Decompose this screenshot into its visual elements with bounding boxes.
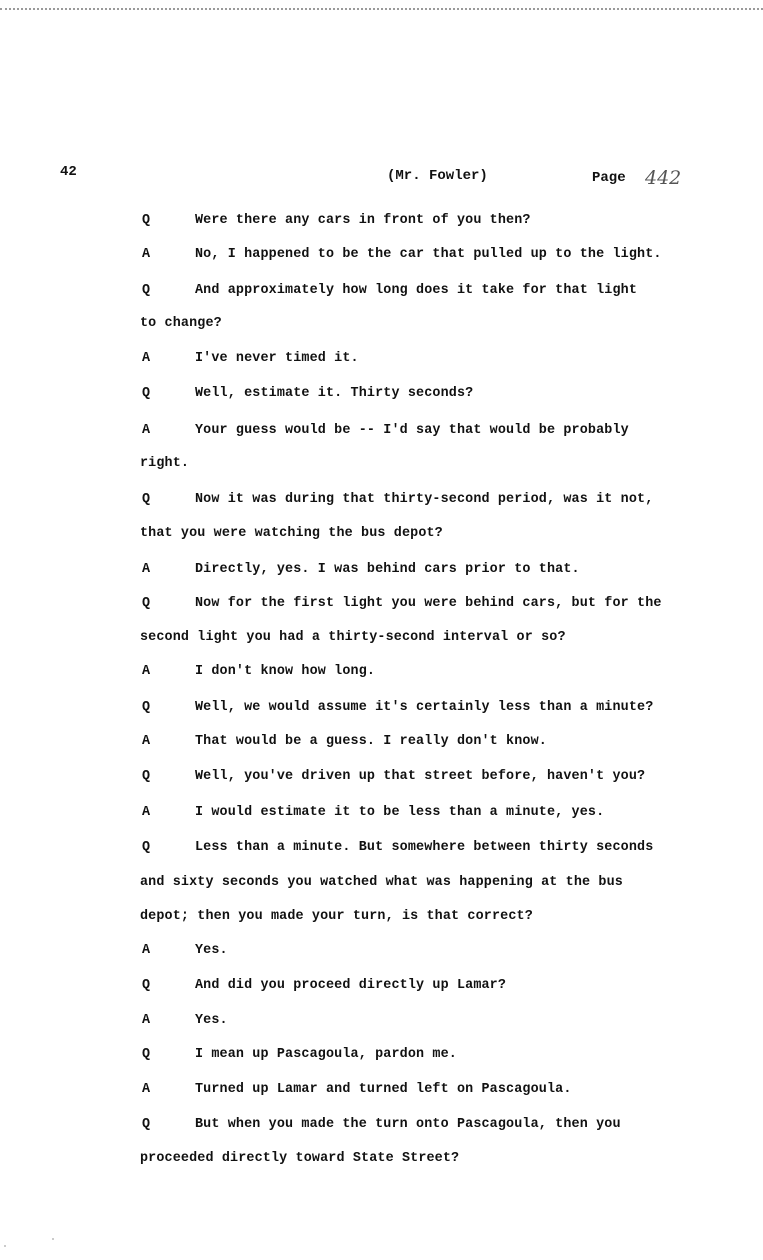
transcript-line: Your guess would be -- I'd say that would be probably — [195, 423, 629, 438]
transcript-line: And did you proceed directly up Lamar? — [195, 978, 507, 993]
speaker-label: Q — [142, 700, 151, 715]
speaker-label: Q — [142, 840, 151, 855]
transcript-line: That would be a guess. I really don't know. — [195, 734, 547, 749]
transcript-line: Well, you've driven up that street before, haven't you? — [195, 769, 646, 784]
transcript-line: Less than a minute. But somewhere between thirty seconds — [195, 840, 654, 855]
transcript-continuation-line: right. — [140, 456, 190, 471]
speaker-label: A — [142, 247, 151, 262]
left-page-number: 42 — [60, 164, 77, 180]
scan-speck — [52, 1238, 54, 1240]
transcript-line: Were there any cars in front of you then? — [195, 213, 531, 228]
speaker-label: A — [142, 1082, 151, 1097]
speaker-label: A — [142, 805, 151, 820]
speaker-label: Q — [142, 596, 151, 611]
speaker-label: Q — [142, 386, 151, 401]
transcript-continuation-line: depot; then you made your turn, is that correct? — [140, 909, 533, 924]
speaker-label: Q — [142, 492, 151, 507]
transcript-continuation-line: to change? — [140, 316, 222, 331]
speaker-label: Q — [142, 1117, 151, 1132]
speaker-label: A — [142, 351, 151, 366]
speaker-label: A — [142, 943, 151, 958]
speaker-label: Q — [142, 1047, 151, 1062]
speaker-label: A — [142, 562, 151, 577]
transcript-continuation-line: and sixty seconds you watched what was happening at the bus — [140, 875, 623, 890]
speaker-label: Q — [142, 283, 151, 298]
transcript-continuation-line: second light you had a thirty-second interval or so? — [140, 630, 566, 645]
speaker-label: Q — [142, 769, 151, 784]
transcript-line: No, I happened to be the car that pulled up to the light. — [195, 247, 662, 262]
transcript-continuation-line: that you were watching the bus depot? — [140, 526, 443, 541]
transcript-line: I don't know how long. — [195, 664, 376, 679]
transcript-line: Well, estimate it. Thirty seconds? — [195, 386, 474, 401]
speaker-label: Q — [142, 978, 151, 993]
transcript-line: Directly, yes. I was behind cars prior to that. — [195, 562, 580, 577]
transcript-line: Now it was during that thirty-second period, was it not, — [195, 492, 654, 507]
transcript-line: Turned up Lamar and turned left on Pascagoula. — [195, 1082, 572, 1097]
transcript-line: Yes. — [195, 1013, 228, 1028]
transcript-line: Yes. — [195, 943, 228, 958]
speaker-label: A — [142, 1013, 151, 1028]
transcript-line: I would estimate it to be less than a minute, yes. — [195, 805, 605, 820]
transcript-line: But when you made the turn onto Pascagoula, then you — [195, 1117, 621, 1132]
transcript-line: And approximately how long does it take for that light — [195, 283, 638, 298]
speaker-label: Q — [142, 213, 151, 228]
speaker-label: A — [142, 734, 151, 749]
transcript-line: Well, we would assume it's certainly less than a minute? — [195, 700, 654, 715]
transcript-line: I've never timed it. — [195, 351, 359, 366]
speaker-heading: (Mr. Fowler) — [387, 168, 488, 184]
scan-speck — [4, 1245, 6, 1247]
transcript-line: Now for the first light you were behind cars, but for the — [195, 596, 662, 611]
transcript-line: I mean up Pascagoula, pardon me. — [195, 1047, 457, 1062]
speaker-label: A — [142, 423, 151, 438]
page-label: Page — [592, 170, 626, 186]
page-number: 442 — [645, 167, 682, 189]
transcript-continuation-line: proceeded directly toward State Street? — [140, 1151, 460, 1166]
speaker-label: A — [142, 664, 151, 679]
